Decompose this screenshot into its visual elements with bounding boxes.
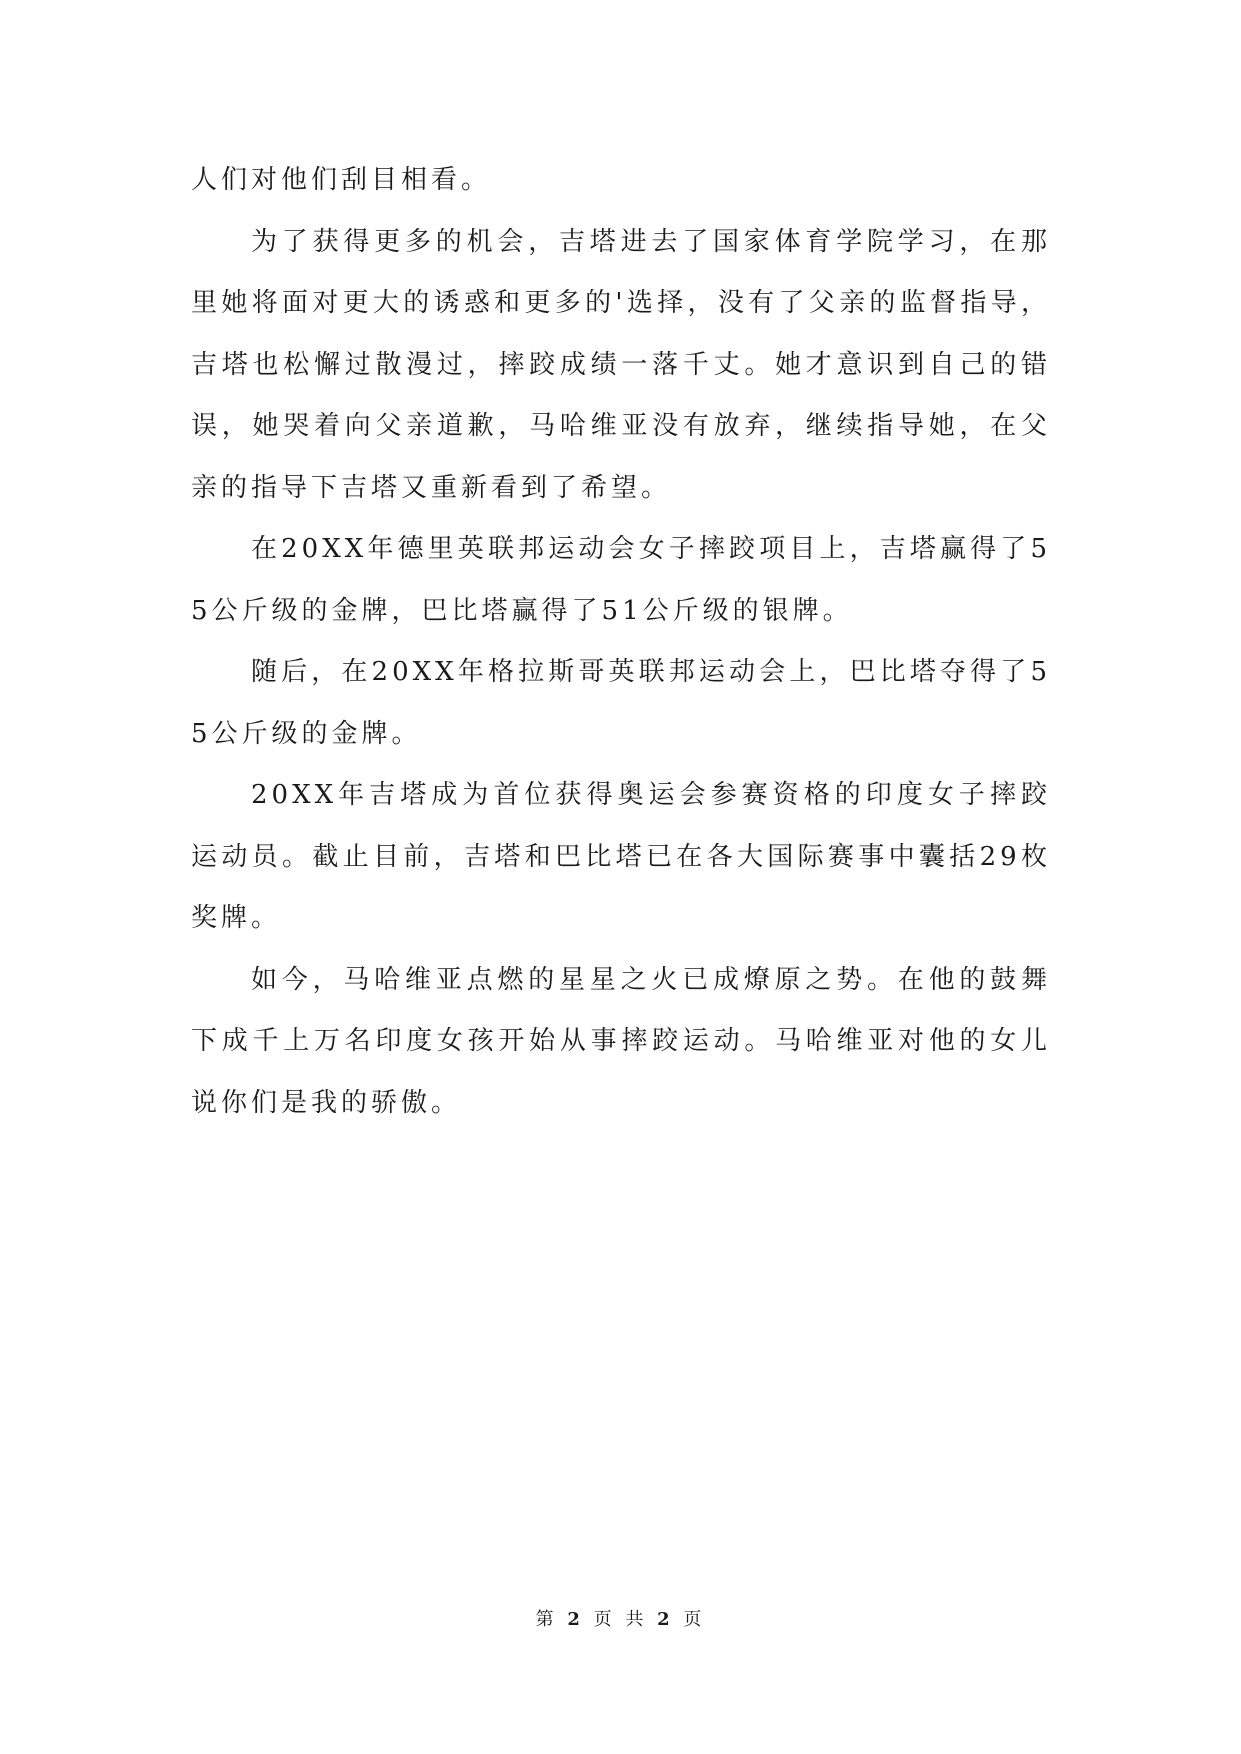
total-pages-number: 2 [657,1609,674,1630]
paragraph: 随后，在20XX年格拉斯哥英联邦运动会上，巴比塔夺得了55公斤级的金牌。 [191,657,1051,749]
document-body [191,150,1051,1134]
paragraph: 20XX年吉塔成为首位获得奥运会参赛资格的印度女子摔跤运动员。截止目前，吉塔和巴比塔已在各大国际赛事中囊括29枚奖牌。 [191,780,1051,933]
footer-middle: 页 共 [593,1609,648,1630]
current-page-number: 2 [567,1609,584,1630]
paragraph: 在20XX年德里英联邦运动会女子摔跤项目上，吉塔赢得了55公斤级的金牌，巴比塔赢得了51公斤级的银牌。 [191,534,1051,626]
paragraph: 如今，马哈维亚点燃的星星之火已成燎原之势。在他的鼓舞下成千上万名印度女孩开始从事摔跤运动。马哈维亚对他的女儿说你们是我的骄傲。 [191,964,1051,1118]
page-footer [0,1605,1241,1631]
footer-prefix: 第 [535,1609,558,1630]
footer-suffix: 页 [683,1609,706,1630]
paragraph: 为了获得更多的机会，吉塔进去了国家体育学院学习，在那里她将面对更大的诱惑和更多的'选择，没有了父亲的监督指导，吉塔也松懈过散漫过，摔跤成绩一落千丈。她才意识到自己的错误，她哭着向父亲道歉，马哈维亚没有放弃，继续指导她，在父亲的指导下吉塔又重新看到了希望。 [191,226,1051,503]
paragraph: 人们对他们刮目相看。 [191,165,492,195]
